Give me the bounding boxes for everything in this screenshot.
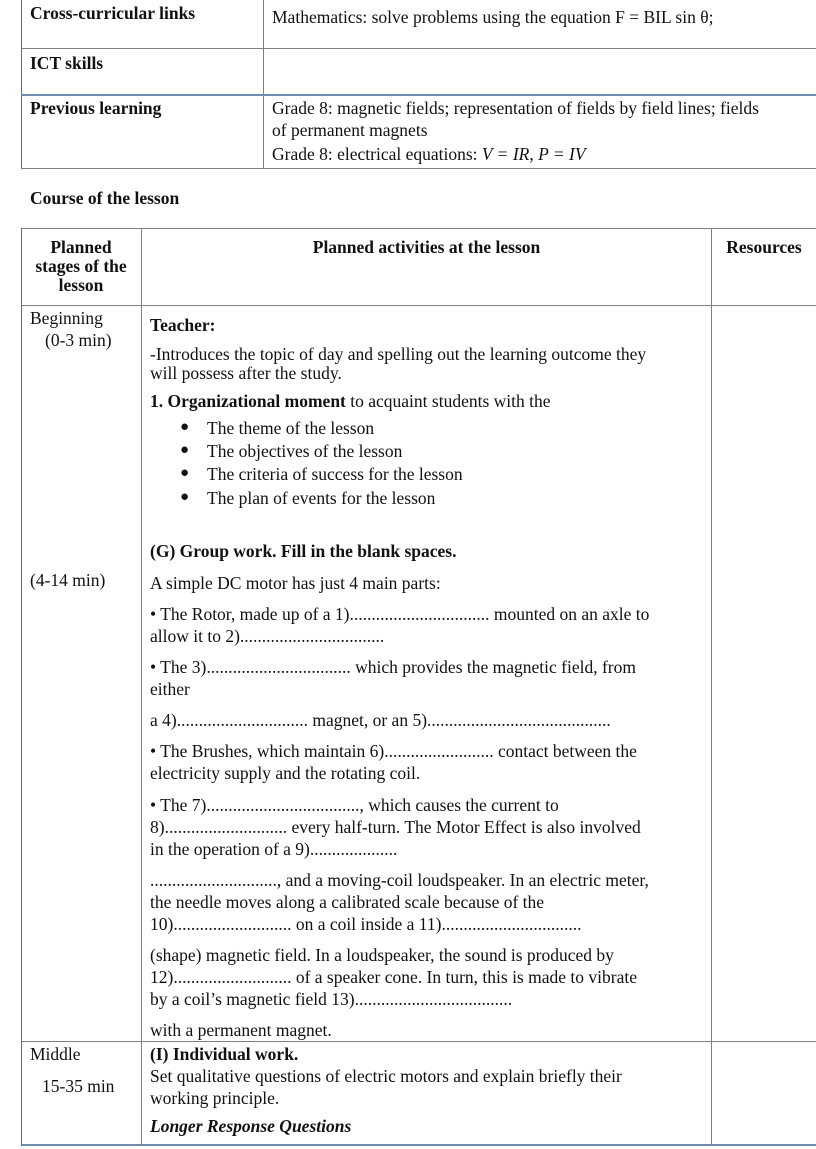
list-item: The objectives of the lesson xyxy=(207,441,403,461)
previous-learning-line-2: of permanent magnets xyxy=(272,120,428,140)
text-line: either xyxy=(150,679,190,699)
text-line: A simple DC motor has just 4 main parts: xyxy=(150,573,441,593)
cross-curricular-label: Cross-curricular links xyxy=(30,3,196,23)
header-stages-line-3: lesson xyxy=(58,275,104,295)
course-heading: Course of the lesson xyxy=(30,188,180,208)
organizational-moment-text: to acquaint students with the xyxy=(345,391,551,411)
text-line: with a permanent magnet. xyxy=(150,1020,332,1040)
ict-skills-label: ICT skills xyxy=(30,53,104,73)
stage-group-work-time: (4-14 min) xyxy=(30,570,106,590)
equation-ohms-law: V = IR xyxy=(481,144,530,164)
bullet-icon: ● xyxy=(180,465,190,481)
equation-separator: , xyxy=(529,144,539,164)
stage-beginning: Beginning xyxy=(30,308,103,328)
text-line: • The 7)..................................., which causes the current to xyxy=(150,795,559,815)
text-line: a 4).............................. magnet, or an 5).......................................... xyxy=(150,710,611,730)
text-line: 10)........................... on a coil inside a 11)................................ xyxy=(150,914,582,934)
text-line: 12)........................... of a speaker cone. In turn, this is made to vibrate xyxy=(150,967,637,987)
organizational-moment xyxy=(150,390,551,412)
header-resources: Resources xyxy=(726,237,802,257)
text-line: • The Rotor, made up of a 1)................................ mounted on an axle to xyxy=(150,604,650,624)
stage-middle: Middle xyxy=(30,1044,81,1064)
text-line: allow it to 2)................................. xyxy=(150,626,385,646)
organizational-moment-title: 1. Organizational moment xyxy=(150,391,346,411)
header-planned-activities: Planned activities at the lesson xyxy=(312,237,541,257)
teacher-label: Teacher: xyxy=(150,315,216,335)
text-line: 8)............................ every half-turn. The Motor Effect is also involved xyxy=(150,817,641,837)
individual-work-heading: (I) Individual work. xyxy=(150,1044,299,1064)
previous-learning-line-1: Grade 8: magnetic fields; representation of fields by field lines; fields xyxy=(272,98,759,118)
middle-line-2: working principle. xyxy=(150,1088,280,1108)
text-line: in the operation of a 9).................... xyxy=(150,839,398,859)
cross-curricular-value: Mathematics: solve problems using the equation F = BIL sin θ; xyxy=(272,7,714,27)
list-item: The criteria of success for the lesson xyxy=(207,464,463,484)
header-stages-line-1: Planned xyxy=(50,237,112,257)
equation-power: P = IV xyxy=(538,144,586,164)
intro-line-2: will possess after the study. xyxy=(150,363,342,383)
intro-line-1: -Introduces the topic of day and spelling out the learning outcome they xyxy=(150,344,647,364)
previous-learning-prefix: Grade 8: electrical equations: xyxy=(272,144,482,164)
previous-learning-line-3 xyxy=(272,143,586,165)
middle-line-1: Set qualitative questions of electric motors and explain briefly their xyxy=(150,1066,622,1086)
group-work-heading: (G) Group work. Fill in the blank spaces. xyxy=(150,541,457,561)
list-item: The theme of the lesson xyxy=(207,418,375,438)
header-stages-line-2: stages of the xyxy=(35,256,127,276)
text-line: • The Brushes, which maintain 6)......................... contact between the xyxy=(150,741,637,761)
bullet-icon: ● xyxy=(180,489,190,505)
previous-learning-label: Previous learning xyxy=(30,98,162,118)
stage-beginning-time: (0-3 min) xyxy=(45,330,112,350)
text-line: by a coil’s magnetic field 13).................................... xyxy=(150,989,513,1009)
list-item: The plan of events for the lesson xyxy=(207,488,436,508)
bullet-icon: ● xyxy=(180,442,190,458)
header-planned-stages xyxy=(22,238,140,295)
longer-response-heading: Longer Response Questions xyxy=(150,1116,352,1136)
text-line: • The 3)................................. which provides the magnetic field, from xyxy=(150,657,636,677)
text-line: electricity supply and the rotating coil. xyxy=(150,763,421,783)
text-line: the needle moves along a calibrated scale because of the xyxy=(150,892,545,912)
stage-middle-time: 15-35 min xyxy=(42,1076,115,1096)
bullet-icon: ● xyxy=(180,419,190,435)
text-line: (shape) magnetic field. In a loudspeaker, the sound is produced by xyxy=(150,945,614,965)
text-line: ............................., and a moving-coil loudspeaker. In an electric meter, xyxy=(150,870,649,890)
